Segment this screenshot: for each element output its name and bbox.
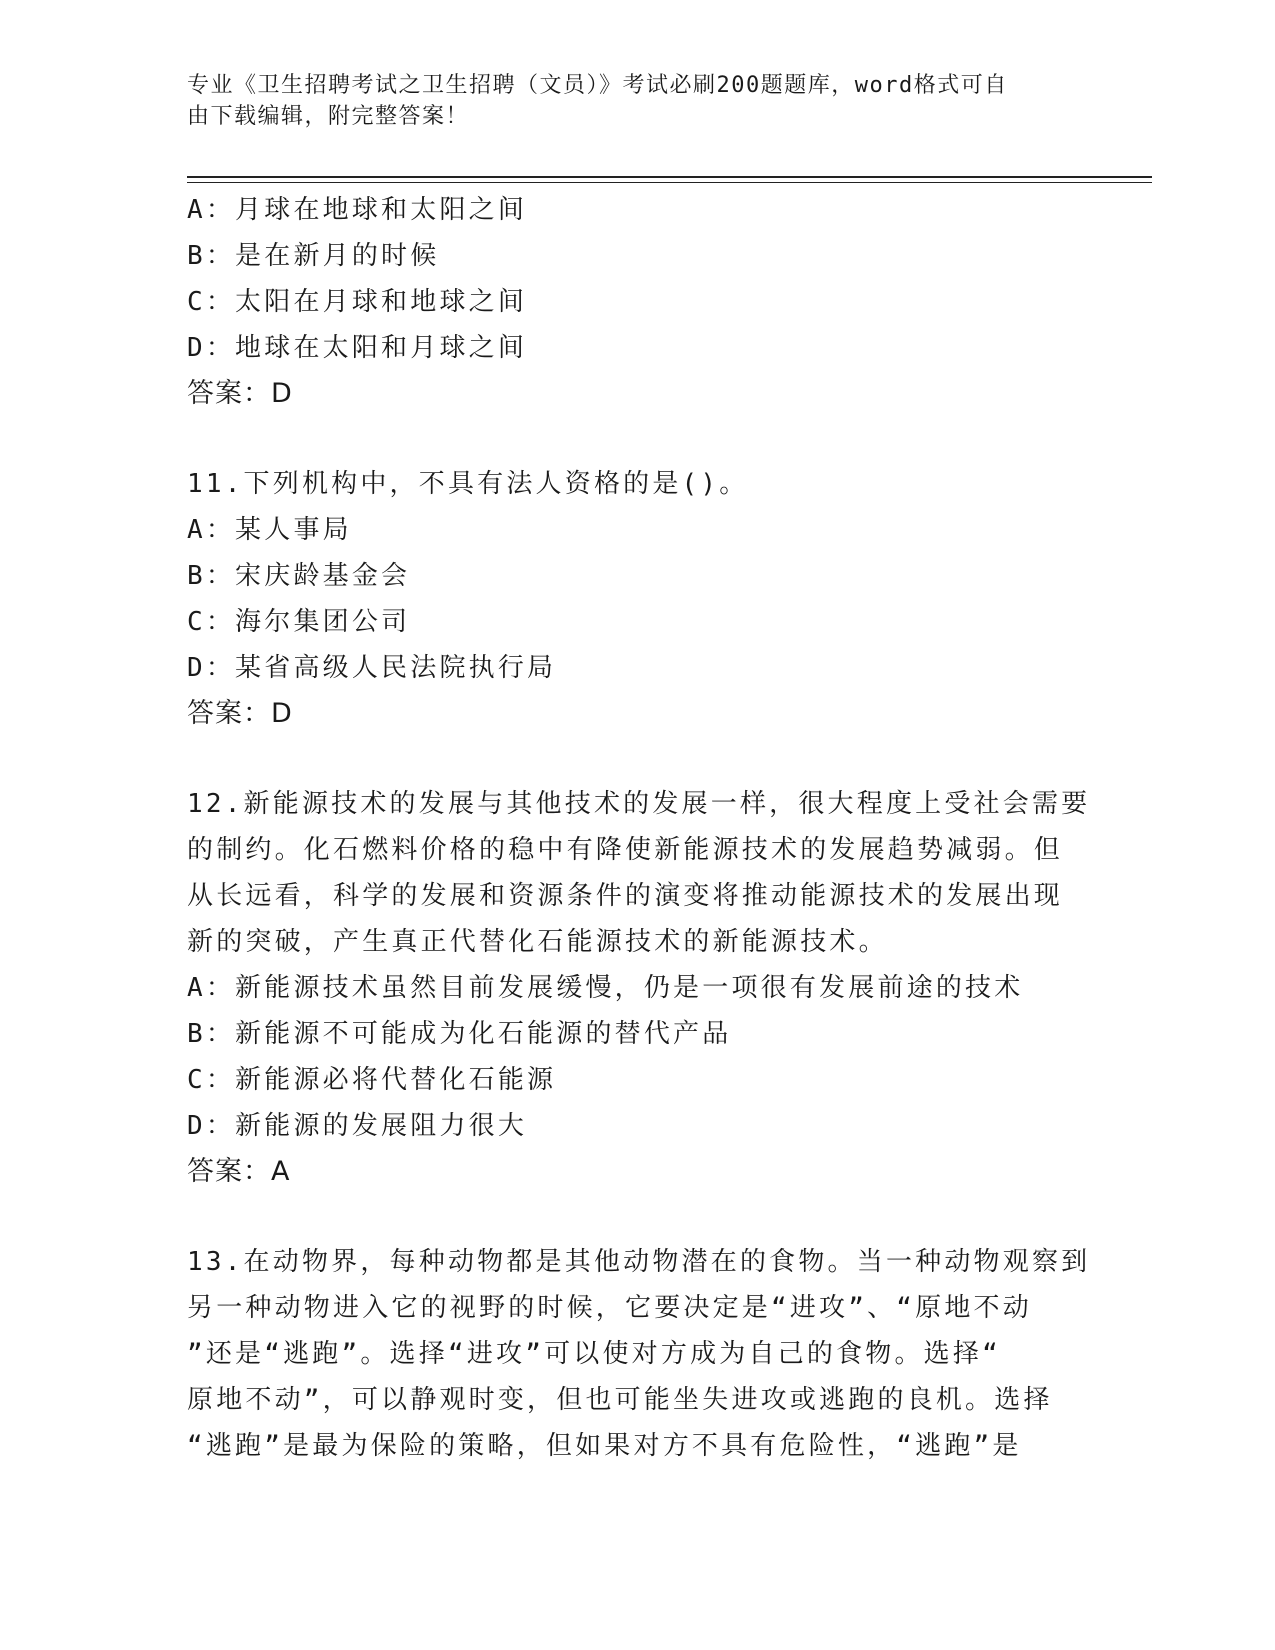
spacer — [187, 737, 1077, 781]
option-a: A：新能源技术虽然目前发展缓慢，仍是一项很有发展前途的技术 — [187, 973, 1024, 1003]
question-stem-line: ”还是“逃跑”。选择“进攻”可以使对方成为自己的食物。选择“ — [187, 1339, 1001, 1369]
option-d: D：地球在太阳和月球之间 — [187, 333, 528, 363]
question-stem-line: 12.新能源技术的发展与其他技术的发展一样，很大程度上受社会需要 — [187, 789, 1091, 819]
question-10 — [187, 187, 1077, 417]
header-line-2: 由下载编辑，附完整答案！ — [187, 104, 470, 129]
question-stem-line: 原地不动”，可以静观时变，但也可能坐失进攻或逃跑的良机。选择 — [187, 1385, 1053, 1415]
header-rule-thick — [187, 176, 1152, 178]
document-header — [187, 70, 1067, 132]
question-stem-line: 13.在动物界，每种动物都是其他动物潜在的食物。当一种动物观察到 — [187, 1247, 1091, 1277]
answer-line: 答案：D — [187, 698, 293, 729]
option-d: D：新能源的发展阻力很大 — [187, 1111, 528, 1141]
header-rule-thin — [187, 182, 1152, 183]
answer-line: 答案：A — [187, 1156, 291, 1187]
question-11 — [187, 461, 1077, 737]
question-stem-line: 另一种动物进入它的视野的时候，它要决定是“进攻”、“原地不动 — [187, 1293, 1032, 1323]
spacer — [187, 1195, 1077, 1239]
option-c: C：海尔集团公司 — [187, 607, 411, 637]
spacer — [187, 417, 1077, 461]
option-b: B：是在新月的时候 — [187, 241, 440, 271]
question-12 — [187, 781, 1091, 1195]
answer-line: 答案：D — [187, 378, 293, 409]
question-content — [187, 187, 1091, 1469]
option-b: B：宋庆龄基金会 — [187, 561, 411, 591]
question-stem: 11.下列机构中，不具有法人资格的是()。 — [187, 469, 749, 499]
option-b: B：新能源不可能成为化石能源的替代产品 — [187, 1019, 732, 1049]
header-line-1: 专业《卫生招聘考试之卫生招聘（文员）》考试必刷200题题库，word格式可自 — [187, 73, 1008, 98]
option-c: C：新能源必将代替化石能源 — [187, 1065, 557, 1095]
option-c: C：太阳在月球和地球之间 — [187, 287, 528, 317]
question-stem-line: 新的突破，产生真正代替化石能源技术的新能源技术。 — [187, 927, 888, 957]
option-d: D：某省高级人民法院执行局 — [187, 653, 557, 683]
question-13 — [187, 1239, 1091, 1469]
option-a: A：某人事局 — [187, 515, 352, 545]
question-stem-line: “逃跑”是最为保险的策略，但如果对方不具有危险性，“逃跑”是 — [187, 1431, 1022, 1461]
question-stem-line: 的制约。化石燃料价格的稳中有降使新能源技术的发展趋势减弱。但 — [187, 835, 1064, 865]
option-a: A：月球在地球和太阳之间 — [187, 195, 528, 225]
question-stem-line: 从长远看，科学的发展和资源条件的演变将推动能源技术的发展出现 — [187, 881, 1064, 911]
